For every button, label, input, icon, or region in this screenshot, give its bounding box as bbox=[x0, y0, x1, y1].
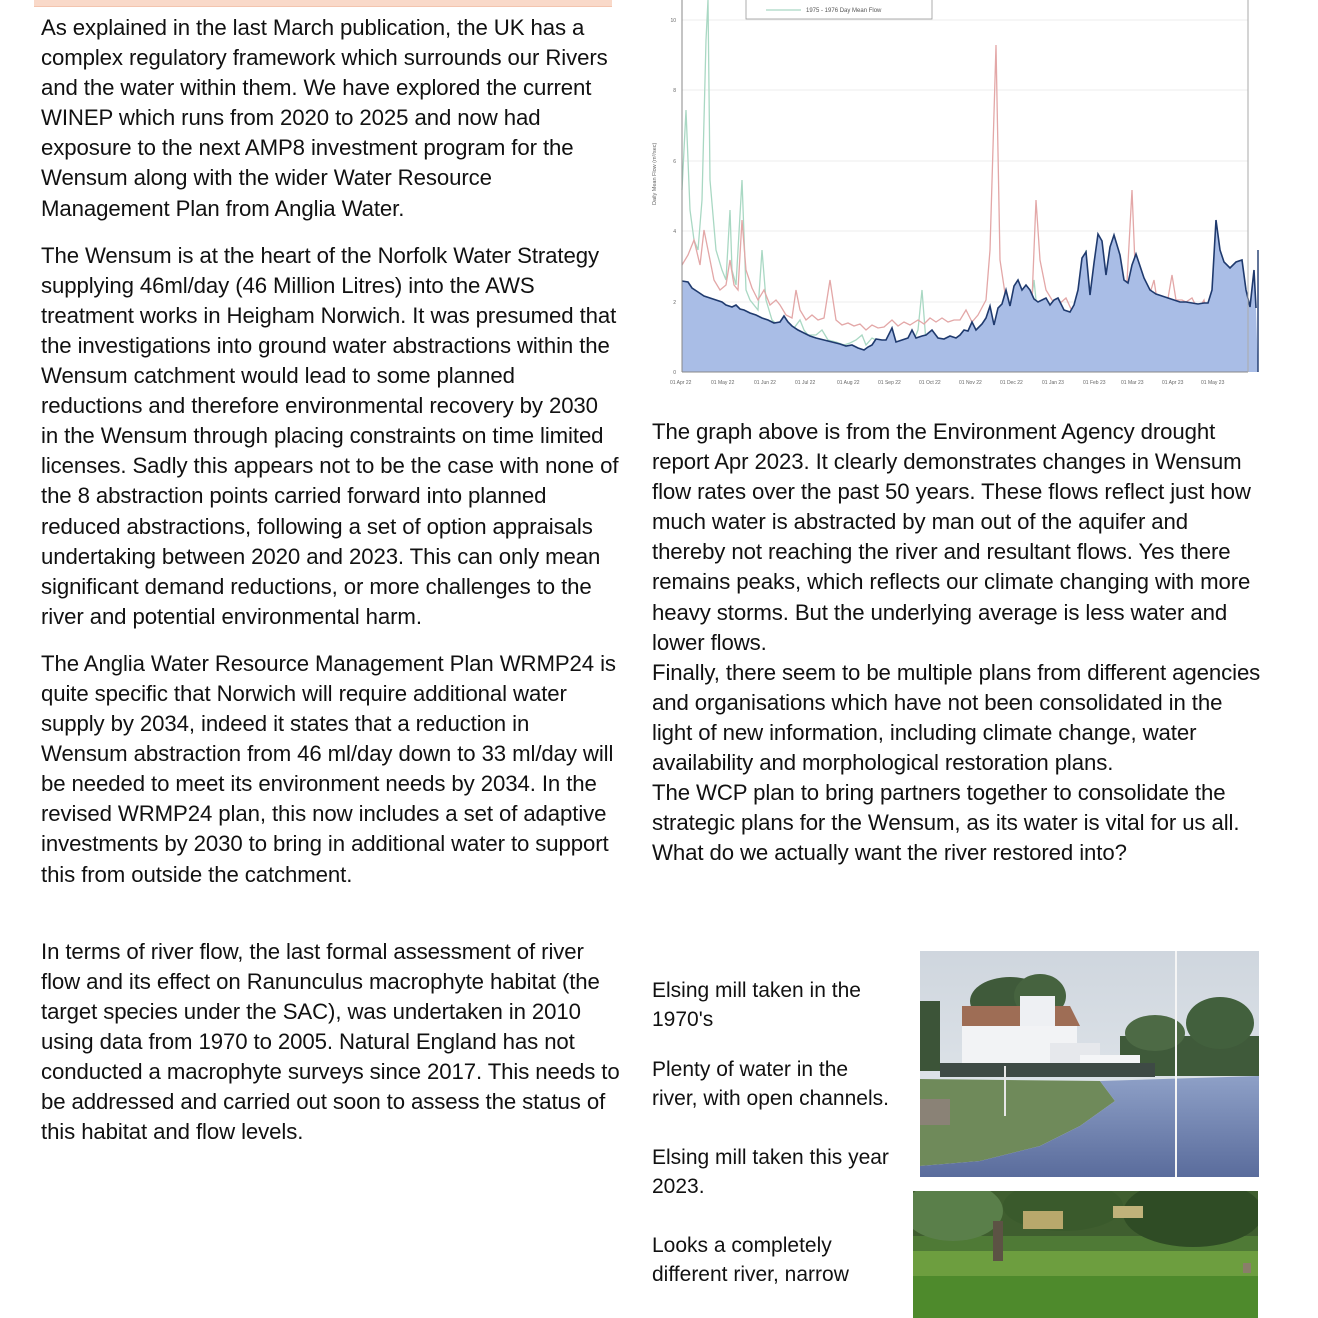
svg-text:01 Oct 22: 01 Oct 22 bbox=[919, 380, 941, 386]
series-current-area bbox=[682, 220, 1258, 372]
svg-text:4: 4 bbox=[673, 229, 676, 235]
svg-text:0: 0 bbox=[673, 370, 676, 376]
svg-text:01 Sep 22: 01 Sep 22 bbox=[878, 380, 901, 386]
paragraph-regulatory-framework: As explained in the last March publication, the UK has a complex regulatory framework which surrounds our Rivers and the water within them. We have explored the current WINEP which runs from 2020 to 2025 and now had exposure to the next AMP8 investment program for the Wensum along with the wider Water Resource Management Plan from Anglia Water. bbox=[41, 15, 608, 221]
svg-text:01 Aug 22: 01 Aug 22 bbox=[837, 380, 860, 386]
caption-2023-mill: Elsing mill taken this year 2023. bbox=[652, 1146, 889, 1198]
svg-text:01 Jul 22: 01 Jul 22 bbox=[795, 380, 816, 386]
svg-text:01 Apr 22: 01 Apr 22 bbox=[670, 380, 692, 386]
svg-text:2: 2 bbox=[673, 300, 676, 306]
svg-text:01 Nov 22: 01 Nov 22 bbox=[959, 380, 982, 386]
elsing-mill-2023-photo bbox=[913, 1191, 1258, 1318]
svg-text:8: 8 bbox=[673, 88, 676, 94]
svg-text:10: 10 bbox=[670, 18, 676, 24]
caption-plenty-water: Plenty of water in the river, with open channels. bbox=[652, 1058, 889, 1110]
svg-text:6: 6 bbox=[673, 159, 676, 165]
flow-chart bbox=[646, 0, 1266, 400]
svg-text:01 May 23: 01 May 23 bbox=[1201, 380, 1225, 386]
chart-legend bbox=[746, 0, 932, 19]
svg-text:01 Mar 23: 01 Mar 23 bbox=[1121, 380, 1144, 386]
paragraph-river-flow-assessment: In terms of river flow, the last formal assessment of river flow and its effect on Ranunculus macrophyte habitat (the target species under the SAC), was undertaken in 2010 using data from 1970 to 2005. Natural England has not conducted a macrophyte surveys since 2017. This needs to be addressed and carried out soon to assess the status of this habitat and flow levels. bbox=[41, 938, 620, 1145]
mill-1970s-illustration bbox=[920, 951, 1259, 1177]
paragraph-wrmp24: The Anglia Water Resource Management Plan WRMP24 is quite specific that Norwich will require additional water supply by 2034, indeed it states that a reduction in Wensum abstraction from 46 ml/day down to 33 ml/day will be needed to meet its environment needs by 2034. In the revised WRMP24 plan, this now includes a set of adaptive investments by 2030 to bring in additional water to support this from outside the catchment. bbox=[41, 650, 616, 887]
gridlines bbox=[682, 20, 1248, 302]
caption-1970s-mill: Elsing mill taken in the 1970's bbox=[652, 979, 861, 1031]
photo-captions bbox=[652, 977, 892, 1289]
mill-2023-illustration bbox=[913, 1191, 1258, 1318]
svg-text:1975 - 1976 Day Mean Flow: 1975 - 1976 Day Mean Flow bbox=[806, 8, 882, 14]
elsing-mill-1970s-photo bbox=[920, 951, 1259, 1177]
series-1975-1976 bbox=[682, 0, 1246, 346]
y-axis-label: Daily Mean Flow (m³/sec) bbox=[652, 142, 658, 205]
header-accent-band bbox=[34, 0, 612, 7]
svg-text:01 Feb 23: 01 Feb 23 bbox=[1083, 380, 1106, 386]
svg-text:01 Jun 22: 01 Jun 22 bbox=[754, 380, 776, 386]
x-tick-labels bbox=[670, 380, 1225, 386]
series-red-comparison bbox=[682, 45, 1246, 330]
paragraph-wcp-plan: The WCP plan to bring partners together to consolidate the strategic plans for the Wensum, as its water is vital for us all. What do we actually want the river restored into? bbox=[652, 780, 1240, 866]
svg-text:01 May 22: 01 May 22 bbox=[711, 380, 735, 386]
right-column bbox=[652, 417, 1262, 868]
paragraph-multiple-plans: Finally, there seem to be multiple plans from different agencies and organisations which have not been consolidated in the light of new information, including climate change, water availability and morphological restoration plans. bbox=[652, 659, 1261, 776]
paragraph-norfolk-water-strategy: The Wensum is at the heart of the Norfolk Water Strategy supplying 46ml/day (46 Million Litres) into the AWS treatment works in Heigham Norwich. It was presumed that the investigations into ground water abstractions within the Wensum catchment would lead to some planned reductions and therefore environmental recovery by 2030 in the Wensum through placing constraints on time limited licenses. Sadly this appears not to be the case with none of the 8 abstraction points carried forward into planned reduced abstractions, following a set of option appraisals undertaking between 2020 and 2023. This can only mean significant demand reductions, or more challenges to the river and potential environmental harm. bbox=[41, 242, 619, 629]
svg-text:01 Dec 22: 01 Dec 22 bbox=[1000, 380, 1023, 386]
svg-text:01 Jan 23: 01 Jan 23 bbox=[1042, 380, 1064, 386]
paragraph-graph-explanation: The graph above is from the Environment Agency drought report Apr 2023. It clearly demonstrates changes in Wensum flow rates over the past 50 years. These flows reflect just how much water is abstracted by man out of the aquifer and thereby not reaching the river and resultant flows. Yes there remains peaks, which reflects our climate changing with more heavy storms. But the underlying average is less water and lower flows. bbox=[652, 419, 1251, 655]
svg-text:01 Apr 23: 01 Apr 23 bbox=[1162, 380, 1184, 386]
y-tick-labels bbox=[670, 18, 676, 376]
caption-different-river: Looks a completely different river, narrow bbox=[652, 1234, 849, 1286]
left-column bbox=[41, 13, 621, 1147]
flow-chart-svg bbox=[646, 0, 1266, 400]
